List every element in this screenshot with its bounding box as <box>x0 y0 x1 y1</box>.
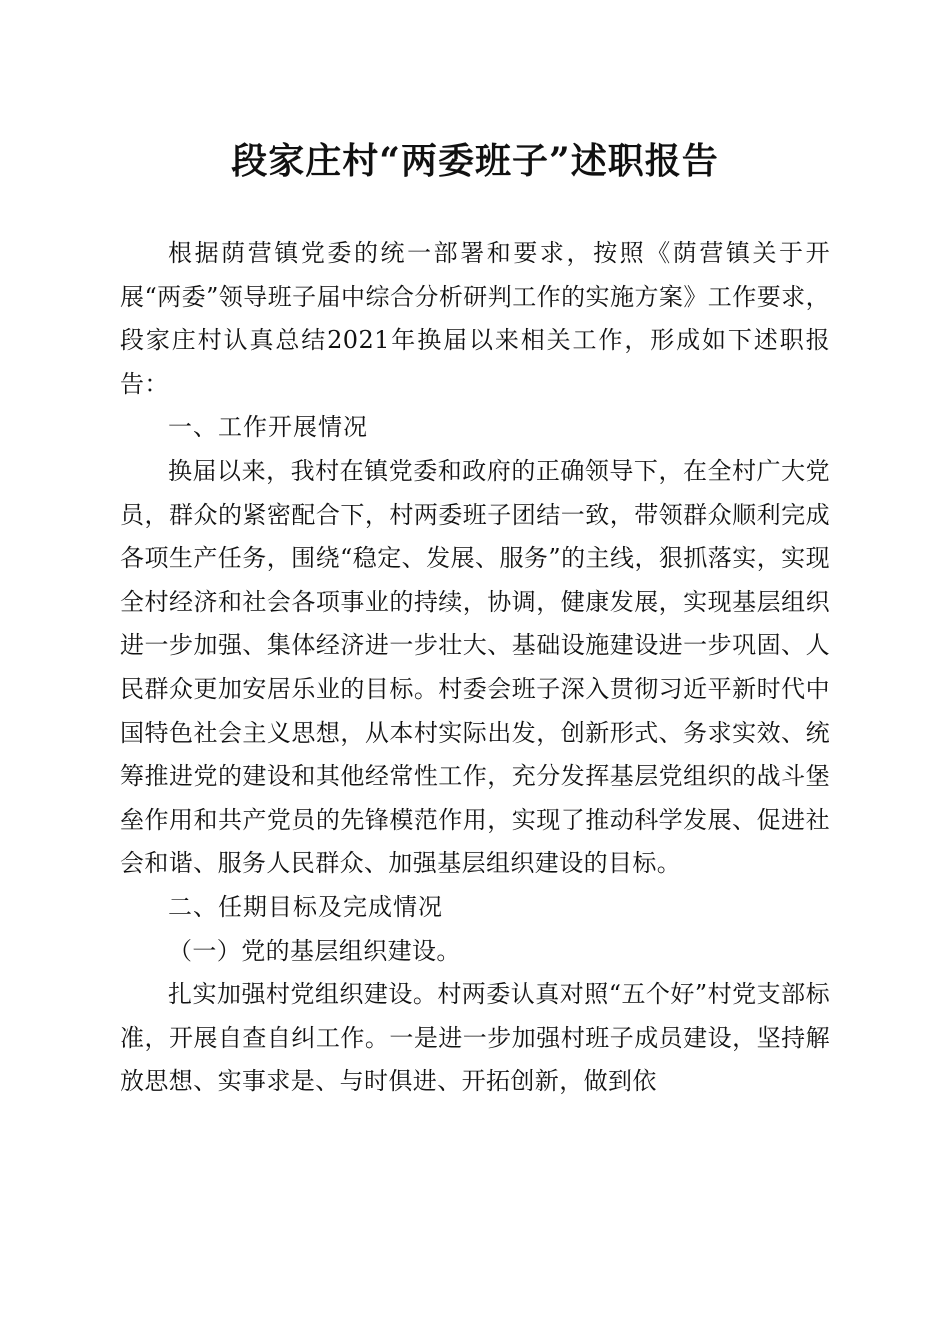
section-heading-2: 二、任期目标及完成情况 <box>168 892 443 921</box>
document-title: 段家庄村“两委班子”述职报告 <box>231 140 719 182</box>
subsection-1-paragraph: 扎实加强村党组织建设。村两委认真对照“五个好”村党支部标准，开展自查自纠工作。一是进一步加强村班子成员建设，坚持解放思想、实事求是、与时俱进、开拓创新，做到依 <box>120 980 830 1096</box>
subsection-heading-1: （一）党的基层组织建设。 <box>168 936 461 965</box>
section-heading-1: 一、工作开展情况 <box>168 413 368 442</box>
document-body <box>120 232 830 1104</box>
section-1-paragraph: 换届以来，我村在镇党委和政府的正确领导下，在全村广大党员，群众的紧密配合下，村两委班子团结一致，带领群众顺利完成各项生产任务，围绕“稳定、发展、服务”的主线，狠抓落实，实现全村经济和社会各项事业的持续，协调，健康发展，实现基层组织进一步加强、集体经济进一步壮大、基础设施建设进一步巩固、人民群众更加安居乐业的目标。村委会班子深入贯彻习近平新时代中国特色社会主义思想，从本村实际出发，创新形式、务求实效、统筹推进党的建设和其他经常性工作，充分发挥基层党组织的战斗堡垒作用和共产党员的先锋模范作用，实现了推动科学发展、促进社会和谐、服务人民群众、加强基层组织建设的目标。 <box>120 456 830 878</box>
intro-paragraph: 根据荫营镇党委的统一部署和要求，按照《荫营镇关于开展“两委”领导班子届中综合分析研判工作的实施方案》工作要求，段家庄村认真总结2021年换届以来相关工作，形成如下述职报告： <box>120 239 830 398</box>
